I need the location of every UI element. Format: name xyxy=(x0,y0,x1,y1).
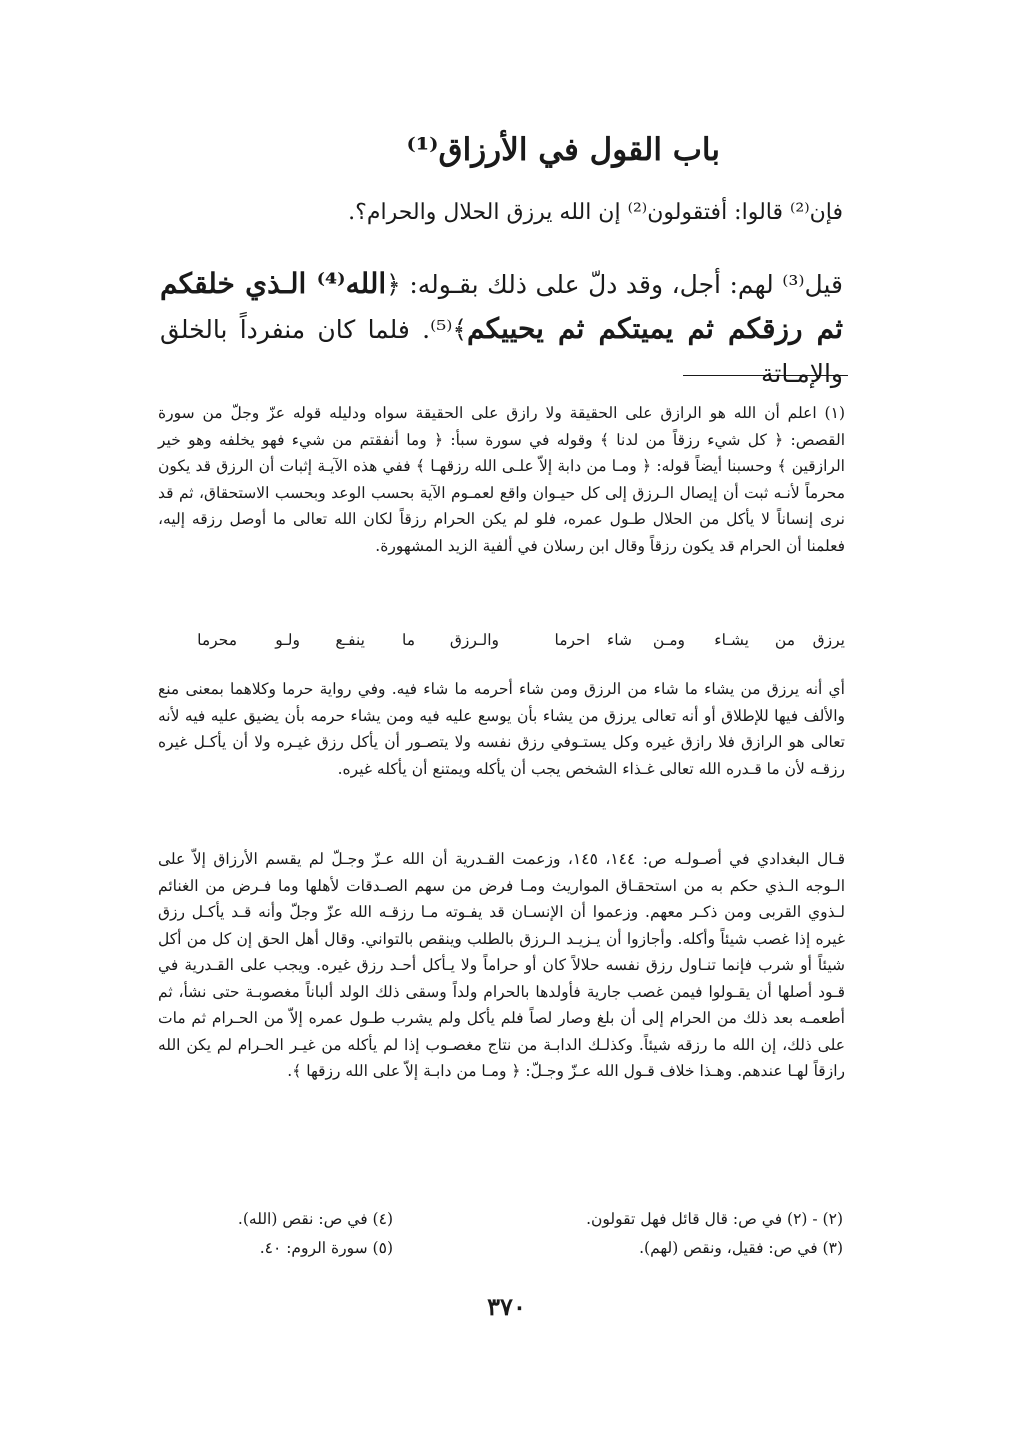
poem-word: ومـن xyxy=(652,631,685,649)
footnote-5: (٥) سورة الروم: ٤٠. xyxy=(259,1239,393,1257)
poem-word: محرما xyxy=(197,631,237,649)
poem-word: ينفـع xyxy=(335,631,365,649)
footnote-1: (١) اعلم أن الله هو الرازق على الحقيقة ولا رازق على الحقيقة سواه ودليله قوله عزّ وجلّ من سورة القصص: ﴿ كل شيء رزقاً من لدنا ﴾ وقوله في سورة سبأ: ﴿ وما أنفقتم من شيء فهو يخلفه وهو خير الرازقين ﴾ وحسبنا أيضاً قوله: ﴿ ومـا من دابة إلاّ علـى الله رزقهـا ﴾ ففي هذه الآيـة إثبات أن الرزق قد يكون محرماً لأنـه ثبت أن إيصال الـرزق إلى كل حيـوان واقع لعمـوم الآية بحسب الوعد وبحسب الاستحقاق، ثم قد نرى إنساناً لا يأكل من الحلال طـول عمره، فلو لم يكن الحرام رزقاً لكان الله تعالى ما أوصل رزقه إليه، فعلمنا أن الحرام قد يكون رزقاً وقال ابن رسلان في ألفية الزيد المشهورة. xyxy=(158,404,845,555)
footnote-1-explanation: أي أنه يرزق من يشاء ما شاء من الرزق ومن شاء أحرمه ما شاء فيه. وفي رواية حرما وكلاهما بمعنى منع والألف فيها للإطلاق أو أنه تعالى يرزق من يشاء بأن يوسع عليه فيه ومن يشاء حرمه بأن يضيق عليه فيه لأنه تعالى هو الرازق فلا رازق غيره وكل يستـوفي رزق نفسه ولا يتصـور أن يأكل رزق غيـره ولا أن يأكـل غيره رزقـه لأن ما قـدره الله تعالى غـذاء الشخص يجب أن يأكله ويمتنع أن يأكله غيره. xyxy=(158,680,845,778)
answer-text-start: قيل⁽³⁾ لهم: أجل، وقد دلّ على ذلك بقـوله: ﴿ xyxy=(386,270,843,299)
poem-word: يرزق xyxy=(812,631,845,649)
poem-word: من xyxy=(774,631,795,649)
chapter-title: باب القول في الأرزاق⁽¹⁾ xyxy=(406,132,720,168)
poem-word: احرما xyxy=(554,631,590,649)
footnote-2: (٢) - (٢) في ص: قال قائل فهل تقولون. xyxy=(586,1210,843,1228)
question-paragraph: فإن⁽²⁾ قالوا: أفتقولون⁽²⁾ إن الله يرزق الحلال والحرام؟. xyxy=(348,200,843,225)
answer-text-end: ﴾⁽⁵⁾. فلما كان منفرداً بالخلق والإمـاتة xyxy=(160,315,843,388)
footnote-separator xyxy=(683,375,848,376)
footnotes-column-left xyxy=(238,1205,393,1263)
footnote-4: (٤) في ص: نقص (الله). xyxy=(237,1210,393,1228)
poem-word: والـرزق xyxy=(449,631,499,649)
poem-word: ما xyxy=(401,631,415,649)
poem-word: يشـاء xyxy=(714,631,749,649)
footnotes-column-right xyxy=(586,1205,843,1263)
poem-word: شاء xyxy=(607,631,632,649)
footnote-1-baghdadi: قـال البغدادي في أصـولـه ص: ١٤٤، ١٤٥، وزعمت القـدرية أن الله عـزّ وجـلّ لم يقسم الأرزاق إلاّ على الـوجه الـذي حكم به من استحقـاق المواريث ومـا فرض من سهم الصـدقات لأهلها وما فـرض من الغنائم لـذوي القربى ومن ذكـر معهم. وزعموا أن الإنسـان قد يفـوته مـا رزقـه الله عزّ وجلّ وأنه قـد يأكـل رزق غيره إذا غصب شيئاً وأكله. وأجازوا أن يـزيـد الـرزق بالطلب وينقص بالتواني. وقال أهل الحق إن كل من أكل شيئاً أو شرب فإنما تنـاول رزق نفسه حلالاً كان أو حراماً ولا يـأكل أحـد رزق غيره. ويجب على القـدرية في قـود أصلها أن يقـولوا فيمن غصب جارية فأولدها بالحرام ولداً وسقى ذلك الولد ألباناً مغصوبـة حتى نشأ، ثم أطعمـه بعد ذلك من الحرام إلى أن بلغ وصار لصاً فلم يأكل ولم يشرب طـول عمره إلاّ من الحـرام ثم مات على ذلك، إن الله ما رزقه شيئاً. وكذلـك الدابـة من نتاج مغصـوب إذا لم يأكله من غيـر الحـرام لم يكن الله رازقاً لهـا عندهم. وهـذا خلاف قـول الله عـزّ وجـلّ: ﴿ ومـا من دابـة إلاّ على الله رزقها ﴾. xyxy=(158,850,845,1080)
quran-verse: الله⁽⁴⁾ الـذي خلقكم ثم رزقكم ثم يميتكم ثم يحييكم xyxy=(160,267,843,345)
poem-verse xyxy=(158,631,845,657)
poem-word: ولـو xyxy=(275,631,300,649)
page-number: ٣٧٠ xyxy=(487,1292,526,1321)
footnote-3: (٣) في ص: فقيل، ونقص (لهم). xyxy=(639,1239,843,1257)
